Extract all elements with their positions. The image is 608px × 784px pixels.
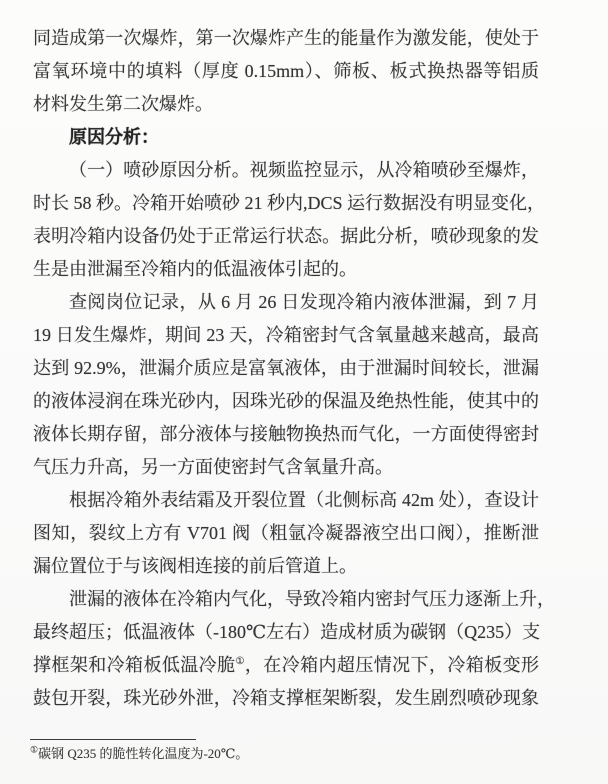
body-line: 图知，裂纹上方有 V701 阀（粗氩冷凝器液空出口阀），推断泄 [33, 523, 539, 543]
body-line: 泄漏的液体在冷箱内气化，导致冷箱内密封气压力逐渐上升， [69, 589, 555, 609]
body-line: 生是由泄漏至冷箱内的低温液体引起的。 [33, 259, 357, 279]
footnote [30, 745, 539, 762]
body-line: 查阅岗位记录，从 6 月 26 日发现冷箱内液体泄漏，到 7 月 [69, 292, 539, 312]
body-line: 液体长期存留，部分液体与接触物换热而气化，一方面使得密封 [33, 424, 539, 444]
body-line-text: 撑框架和冷箱板低温冷脆 [33, 655, 236, 675]
body-line: 气压力升高，另一方面使密封气含氧量升高。 [33, 457, 393, 477]
body-line [33, 649, 539, 682]
body-line: 富氧环境中的填料（厚度 0.15mm）、筛板、板式换热器等铝质 [33, 61, 539, 81]
body-line: 时长 58 秒。冷箱开始喷砂 21 秒内,DCS 运行数据没有明显变化， [33, 193, 546, 213]
body-line: 根据冷箱外表结霜及开裂位置（北侧标高 42m 处），查设计 [69, 490, 539, 510]
footnote-reference-mark: ① [235, 656, 245, 667]
footnote-marker: ① [30, 744, 39, 755]
body-line: 材料发生第二次爆炸。 [33, 94, 213, 114]
footnote-divider [30, 739, 196, 740]
body-line: 最终超压；低温液体（-180℃左右）造成材质为碳钢（Q235）支 [33, 622, 541, 642]
body-line: 鼓包开裂，珠光砂外泄，冷箱支撑框架断裂，发生剧烈喷砂现象 [33, 688, 539, 708]
footnote-text: 碳钢 Q235 的脆性转化温度为-20℃。 [38, 746, 249, 761]
body-line-text: ，在冷箱内超压情况下，冷箱板变形 [244, 655, 540, 675]
body-line: 的液体浸润在珠光砂内，因珠光砂的保温及绝热性能，使其中的 [33, 391, 539, 411]
body-line: （一）喷砂原因分析。视频监控显示，从冷箱喷砂至爆炸， [69, 160, 539, 180]
body-line: 达到 92.9%，泄漏介质应是富氧液体，由于泄漏时间较长，泄漏 [33, 358, 539, 378]
section-heading-cause-analysis: 原因分析： [69, 127, 159, 147]
body-line: 同造成第一次爆炸，第一次爆炸产生的能量作为激发能，使处于 [33, 28, 539, 48]
body-line: 漏位置位于与该阀相连接的前后管道上。 [33, 556, 357, 576]
body-line: 表明冷箱内设备仍处于正常运行状态。据此分析，喷砂现象的发 [33, 226, 539, 246]
body-line: 19 日发生爆炸，期间 23 天，冷箱密封气含氧量越来越高，最高 [33, 325, 539, 345]
